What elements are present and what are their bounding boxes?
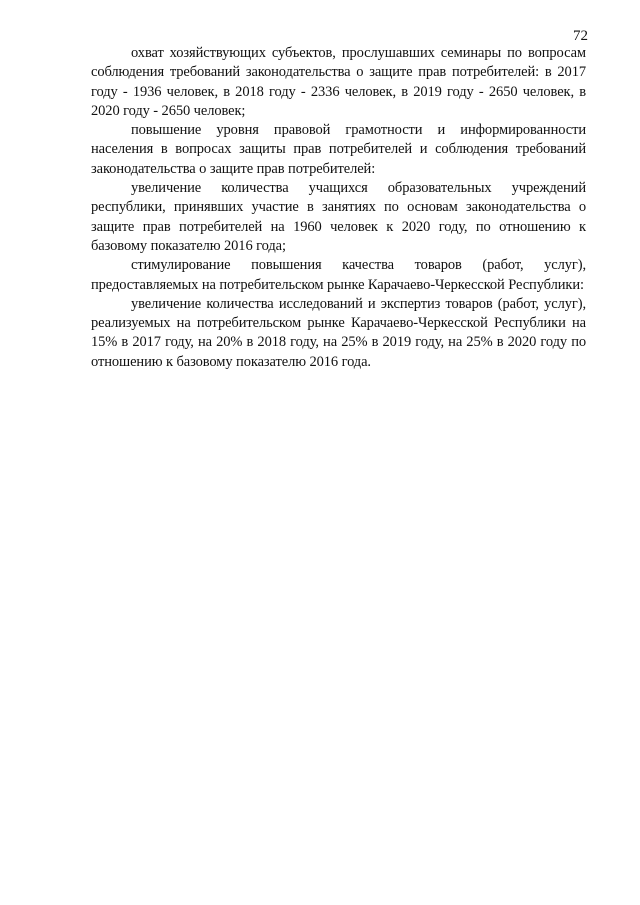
paragraph-students-count: увеличение количества учащихся образовательных учреждений республики, принявших участие в занятиях по основам законодательства о защите прав потребителей на 1960 человек к 2020 году, по отношению к базовому показателю 2016 года; [91,180,586,254]
paragraph-quality-stimulation: стимулирование повышения качества товаров (работ, услуг), предоставляемых на потребительском рынке Карачаево-Черкесской Республики: [91,257,586,293]
paragraph-legal-literacy: повышение уровня правовой грамотности и информированности населения в вопросах защиты прав потребителей и соблюдения требований законодательства о защите прав потребителей: [91,122,586,177]
body-text [91,44,586,372]
paragraph-seminar-coverage: охват хозяйствующих субъектов, прослушавших семинары по вопросам соблюдения требований законодательства о защите прав потребителей: в 2017 году - 1936 человек, в 2018 году - 2336 человек, в 2019 году - 2650 человек, в 2020 году - 2650 человек; [91,45,586,119]
page-number: 72 [573,28,588,44]
paragraph-examinations-count: увеличение количества исследований и экспертиз товаров (работ, услуг), реализуемых на потребительском рынке Карачаево-Черкесской Республики на 15% в 2017 году, на 20% в 2018 году, на 25% в 2019 году, на 25% в 2020 году по отношению к базовому показателю 2016 года. [91,295,586,370]
